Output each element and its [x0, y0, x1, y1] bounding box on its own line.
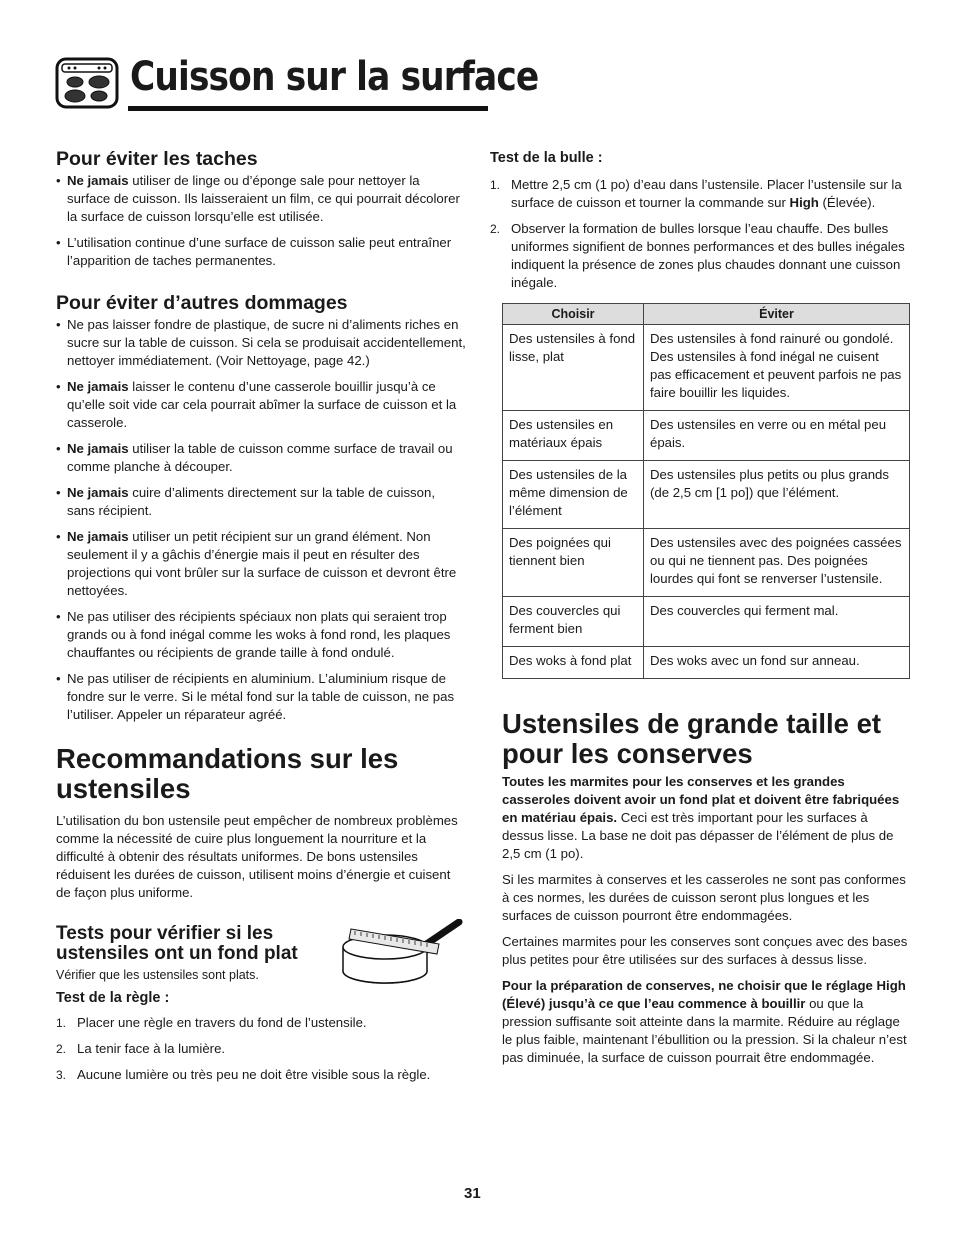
list-item-bold: Ne jamais	[67, 485, 129, 500]
table-row	[503, 529, 910, 597]
list-item-text: utiliser de linge ou d’éponge sale pour nettoyer la surface de cuisson. Ils laisseraient un film, ce qui pourrait décolorer la surface de cuisson lorsqu’elle est utilisée.	[67, 173, 460, 224]
step-number: 1.	[56, 1016, 67, 1030]
table-row	[503, 325, 910, 411]
step-text: Aucune lumière ou très peu ne doit être visible sous la règle.	[77, 1067, 431, 1082]
grande-paragraph-2: Si les marmites à conserves et les casseroles ne sont pas conformes à ces normes, les durées de cuisson seront plus longues et les surfaces de cuisson pourront être endommagées.	[502, 872, 906, 923]
title-rule	[128, 106, 488, 111]
list-item-bold: Ne jamais	[67, 529, 129, 544]
page-title: Cuisson sur la surface	[130, 54, 539, 100]
cooktop-icon	[55, 57, 119, 109]
list-item	[56, 378, 466, 432]
list-item-text: Ne pas utiliser des récipients spéciaux non plats qui seraient trop grands ou à fond inégal comme les woks à fond rond, les plaques chauffantes ou récipients de grande taille à fond ondulé.	[67, 609, 451, 660]
step-item	[490, 220, 910, 292]
step-item	[56, 1066, 466, 1084]
left-column	[56, 148, 466, 1092]
list-item-text: utiliser la table de cuisson comme surface de travail ou comme planche à découper.	[67, 441, 453, 474]
table-cell-choisir: Des couvercles qui ferment bien	[503, 597, 644, 647]
grande-p4-text: ou que la pression suffisante soit atteinte dans la marmite. Réduire au réglage le plus faible, maintenant l’ébullition ou la pression. Si la chaleur n’est pas diminuée, la surface de cuisson pourrait être endommagée.	[502, 996, 907, 1065]
table-cell-choisir: Des ustensiles de la même dimension de l’élément	[503, 461, 644, 529]
grande-paragraph-3: Certaines marmites pour les conserves sont conçues avec des bases plus petites pour être utilisées sur des surfaces à dessus lisse.	[502, 934, 908, 967]
pan-ruler-illustration	[341, 919, 466, 999]
step-item	[56, 1014, 466, 1032]
list-item-text: laisser le contenu d’une casserole bouillir jusqu’à ce qu’elle soit vide car cela pourrait abîmer la surface de cuisson et la casserole.	[67, 379, 457, 430]
heading-grande-taille: Ustensiles de grande taille et pour les conserves	[502, 708, 882, 769]
list-item	[56, 234, 466, 270]
section-recommandations	[56, 744, 466, 902]
table-row	[503, 647, 910, 679]
heading-taches: Pour éviter les taches	[56, 148, 258, 170]
step-bold: High	[789, 195, 819, 210]
step-text: Observer la formation de bulles lorsque l’eau chauffe. Des bulles uniformes signifient de bonnes performances et des bulles inégales indiquent la présence de zones plus chaudes donnant une cuisson inégale.	[511, 221, 905, 290]
list-item-bold: Ne jamais	[67, 379, 129, 394]
dommages-list	[56, 316, 466, 724]
step-text: Mettre 2,5 cm (1 po) d’eau dans l’ustensile. Placer l’ustensile sur la surface de cuisson et tourner la commande sur	[511, 177, 902, 210]
table-row	[503, 461, 910, 529]
grande-paragraph-1	[502, 773, 912, 863]
list-item	[56, 670, 466, 724]
step-number: 3.	[56, 1068, 67, 1082]
heading-test-regle: Test de la règle :	[56, 990, 170, 1006]
table-header-eviter: Éviter	[644, 304, 910, 325]
table-header-row	[503, 304, 910, 325]
step-item	[56, 1040, 466, 1058]
recommandations-paragraph: L’utilisation du bon ustensile peut empêcher de nombreux problèmes comme la nécessité de cuire plus longuement la nourriture et la difficulté à obtenir des résultats uniformes. De bons ustensiles réduisent les durées de cuisson, utilisent moins d’énergie et cuisent de façon plus uniforme.	[56, 813, 458, 900]
grande-p1-text: Ceci est très important pour les surfaces à dessus lisse. La base ne doit pas dépasser de l’élément de plus de 2,5 cm (1 po).	[502, 810, 894, 861]
table-cell-eviter: Des couvercles qui ferment mal.	[644, 597, 910, 647]
table-cell-eviter: Des ustensiles à fond rainuré ou gondolé. Des ustensiles à fond inégal ne cuisent pas efficacement et peuvent parfois ne pas faire bouillir les liquides.	[644, 325, 910, 411]
cookware-table	[502, 303, 910, 679]
step-number: 2.	[490, 222, 501, 236]
right-column	[490, 150, 910, 1067]
grande-p4-bold: Pour la préparation de conserves, ne choisir que le réglage High (Élevé) jusqu’à ce que l’eau commence à bouillir	[502, 978, 906, 1011]
section-grande-taille	[502, 709, 912, 1067]
tests-intro: Vérifier que les ustensiles sont plats.	[56, 968, 259, 982]
step-text: Placer une règle en travers du fond de l’ustensile.	[77, 1015, 367, 1030]
table-cell-eviter: Des woks avec un fond sur anneau.	[644, 647, 910, 679]
grande-p1-bold: Toutes les marmites pour les conserves et les grandes casseroles doivent avoir un fond plat et doivent être fabriquées en matériau épais.	[502, 774, 900, 825]
step-text-end: (Élevée).	[818, 195, 876, 210]
list-item	[56, 484, 466, 520]
list-item-bold: Ne jamais	[67, 173, 129, 188]
step-number: 2.	[56, 1042, 67, 1056]
section-dommages	[56, 292, 466, 724]
taches-list	[56, 172, 466, 270]
list-item-text: utiliser un petit récipient sur un grand élément. Non seulement il y a gâchis d’énergie mais il peut en résulter des projections qui vont brûler sur la surface de cuisson et devront être nettoyées.	[67, 529, 457, 598]
list-item-bold: Ne jamais	[67, 441, 129, 456]
section-tests	[56, 924, 466, 1084]
table-header-choisir: Choisir	[503, 304, 644, 325]
regle-steps	[56, 1014, 466, 1084]
list-item-text: L’utilisation continue d’une surface de cuisson salie peut entraîner l’apparition de taches permanentes.	[67, 235, 452, 268]
table-cell-choisir: Des woks à fond plat	[503, 647, 644, 679]
table-row	[503, 597, 910, 647]
list-item	[56, 440, 466, 476]
list-item	[56, 528, 466, 600]
table-cell-eviter: Des ustensiles en verre ou en métal peu épais.	[644, 411, 910, 461]
heading-test-bulle: Test de la bulle :	[490, 150, 603, 166]
list-item-text: Ne pas utiliser de récipients en aluminium. L’aluminium risque de fondre sur le verre. Si le métal fond sur la table de cuisson, ne pas l’utiliser. Appeler un réparateur agréé.	[67, 671, 455, 722]
list-item	[56, 608, 466, 662]
table-row	[503, 411, 910, 461]
table-cell-choisir: Des poignées qui tiennent bien	[503, 529, 644, 597]
list-item-text: cuire d’aliments directement sur la table de cuisson, sans récipient.	[67, 485, 435, 518]
table-cell-eviter: Des ustensiles avec des poignées cassées ou qui ne tiennent pas. Des poignées lourdes qui font se renverser l’ustensile.	[644, 529, 910, 597]
step-number: 1.	[490, 178, 501, 192]
heading-dommages: Pour éviter d’autres dommages	[56, 292, 348, 314]
list-item	[56, 316, 466, 370]
list-item	[56, 172, 466, 226]
table-cell-choisir: Des ustensiles à fond lisse, plat	[503, 325, 644, 411]
bulle-steps	[490, 176, 910, 292]
step-item	[490, 176, 910, 212]
page-number: 31	[464, 1185, 481, 1202]
heading-recommandations: Recommandations sur les ustensiles	[56, 743, 399, 804]
list-item-text: Ne pas laisser fondre de plastique, de sucre ni d’aliments riches en sucre sur la table de cuisson. Si cela se produisait accidentellement, nettoyer immédiatement. (Voir Nettoyage, page 42.)	[67, 317, 466, 368]
heading-tests: Tests pour vérifier si les ustensiles ont un fond plat	[56, 923, 298, 964]
step-text: La tenir face à la lumière.	[77, 1041, 226, 1056]
table-cell-eviter: Des ustensiles plus petits ou plus grands (de 2,5 cm [1 po]) que l’élément.	[644, 461, 910, 529]
section-taches	[56, 148, 466, 270]
table-cell-choisir: Des ustensiles en matériaux épais	[503, 411, 644, 461]
grande-paragraph-4	[502, 977, 912, 1067]
